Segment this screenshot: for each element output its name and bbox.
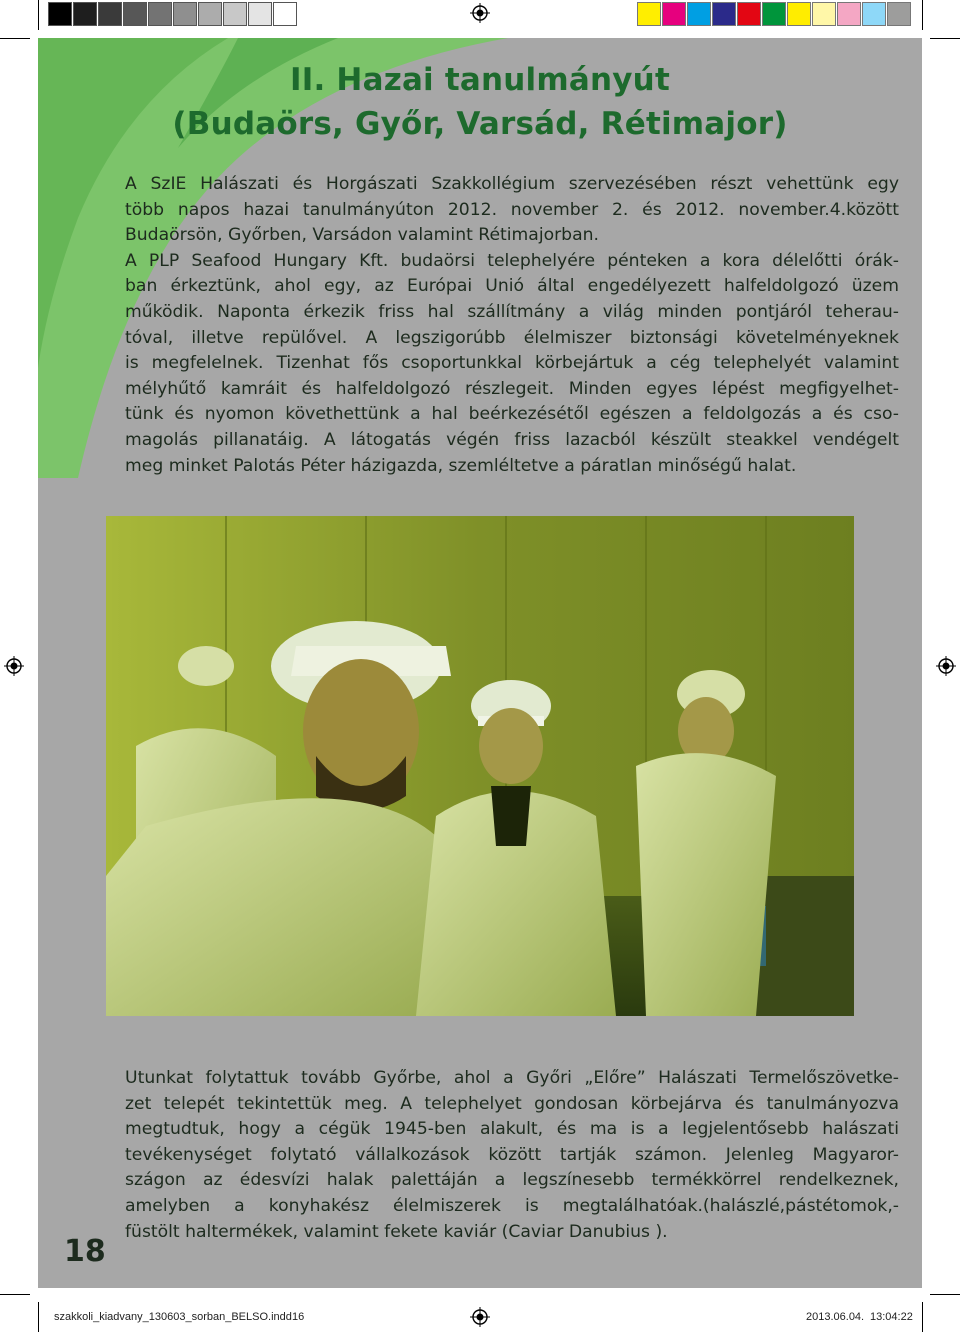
slug-time: 13:04:22: [870, 1311, 913, 1323]
group-photo: [106, 516, 854, 1016]
color-swatch: [862, 2, 886, 26]
gray-swatch: [198, 2, 222, 26]
page-number: 18: [64, 1234, 106, 1269]
slug-filename: szakkoli_kiadvany_130603_sorban_BELSO.indd: [54, 1311, 292, 1323]
crop-mark: [922, 0, 923, 30]
paragraph-line: több napos hazai tanulmányúton 2012. november 2. és 2012. november.4.között: [125, 199, 899, 220]
gray-swatch-bar: [48, 2, 298, 26]
paragraph-line: A PLP Seafood Hungary Kft. budaörsi telephelyére pénteken a kora délelőtti órák-: [125, 250, 899, 271]
slug-page: 16: [292, 1311, 305, 1323]
paragraph-line: amelyben a konyhakész élelmiszerek is megtalálhatóak.(halászlé,pástétomok,-: [125, 1195, 899, 1216]
paragraph-line: tevékenységet folytató vállalkozások között tartják számon. Jelenleg Magyaror-: [125, 1144, 899, 1165]
color-swatch: [712, 2, 736, 26]
registration-target-icon: [4, 656, 24, 676]
crop-mark: [0, 38, 30, 39]
color-swatch: [812, 2, 836, 26]
crop-mark: [38, 0, 39, 30]
gray-swatch: [173, 2, 197, 26]
gray-swatch: [148, 2, 172, 26]
registration-target-icon: [936, 656, 956, 676]
gyor-paragraph: [125, 1066, 899, 1245]
paragraph-line: zet telepét tekintettük meg. A telephelyet gondosan körbejárva és tanulmányozva: [125, 1093, 899, 1114]
gray-swatch: [73, 2, 97, 26]
color-swatch: [837, 2, 861, 26]
color-swatch: [787, 2, 811, 26]
paragraph-line: működik. Naponta érkezik friss hal szállítmány a világ minden pontjáról teherau-: [125, 301, 899, 322]
paragraph-line: A SzIE Halászati és Horgászati Szakkollégium szervezésében részt vehettünk egy: [125, 174, 899, 194]
paragraph-line: tünk és nyomon követhettünk a hal beérkezésétől egészen a feldolgozás a és cso-: [125, 404, 899, 425]
paragraph-line: füstölt haltermékek, valamint fekete kaviár (Caviar Danubius ).: [125, 1221, 668, 1242]
paragraph-line: ban érkeztünk, ahol egy, az Európai Unió által engedélyezett halfeldolgozó üzem: [125, 276, 899, 297]
paragraph-line: szágon az édesvízi halak palettáján a legszínesebb termékkörrel rendelkeznek,: [125, 1170, 899, 1191]
color-swatch: [762, 2, 786, 26]
crop-mark: [922, 1302, 923, 1332]
color-swatch: [737, 2, 761, 26]
paragraph-line: meg minket Palotás Péter házigazda, szemléltetve a páratlan minőségű halat.: [125, 455, 797, 476]
paragraph-line: Utunkat folytattuk tovább Győrbe, ahol a Győri „Előre” Halászati Termelőszövetke-: [125, 1068, 899, 1088]
page-title: II. Hazai tanulmányút: [290, 62, 670, 98]
paragraph-line: Budaörsön, Győrben, Varsádon valamint Rétimajorban.: [125, 225, 599, 246]
slug-date: 2013.06.04.: [806, 1311, 865, 1323]
gray-swatch: [248, 2, 272, 26]
gray-swatch: [273, 2, 297, 26]
color-swatch-bar: [637, 2, 912, 26]
paragraph-line: magolás pillanatáig. A látogatás végén friss lazacból készült steakkel vendégelt: [125, 429, 899, 450]
registration-target-icon: [470, 1307, 490, 1327]
crop-mark: [930, 1294, 960, 1295]
color-swatch: [662, 2, 686, 26]
gray-swatch: [98, 2, 122, 26]
paragraph-line: mélyhűtő kamráit és halfeldolgozó részlegeit. Minden egyes lépést megfigyelhet-: [125, 378, 899, 399]
magazine-page: [38, 38, 922, 1288]
crop-mark: [38, 1302, 39, 1332]
gray-swatch: [223, 2, 247, 26]
color-swatch: [887, 2, 911, 26]
crop-mark: [0, 1294, 30, 1295]
paragraph-line: is megfelelnek. Tizenhat fős csoportunkkal körbejártuk a cég telephelyét valamint: [125, 353, 899, 374]
gray-swatch: [48, 2, 72, 26]
gray-swatch: [123, 2, 147, 26]
color-swatch: [687, 2, 711, 26]
crop-mark: [930, 38, 960, 39]
paragraph-line: megtudtuk, hogy a cégük 1945-ben alakult, és ma is a legjelentősebb halászati: [125, 1119, 899, 1140]
page-subtitle: (Budaörs, Győr, Varsád, Rétimajor): [172, 106, 788, 142]
paragraph-line: tóval, illetve repülővel. A legszigorúbb élelmiszer biztonsági követelményeknek: [125, 327, 899, 348]
color-swatch: [637, 2, 661, 26]
registration-target-icon: [470, 3, 490, 23]
intro-paragraph: [125, 172, 899, 479]
